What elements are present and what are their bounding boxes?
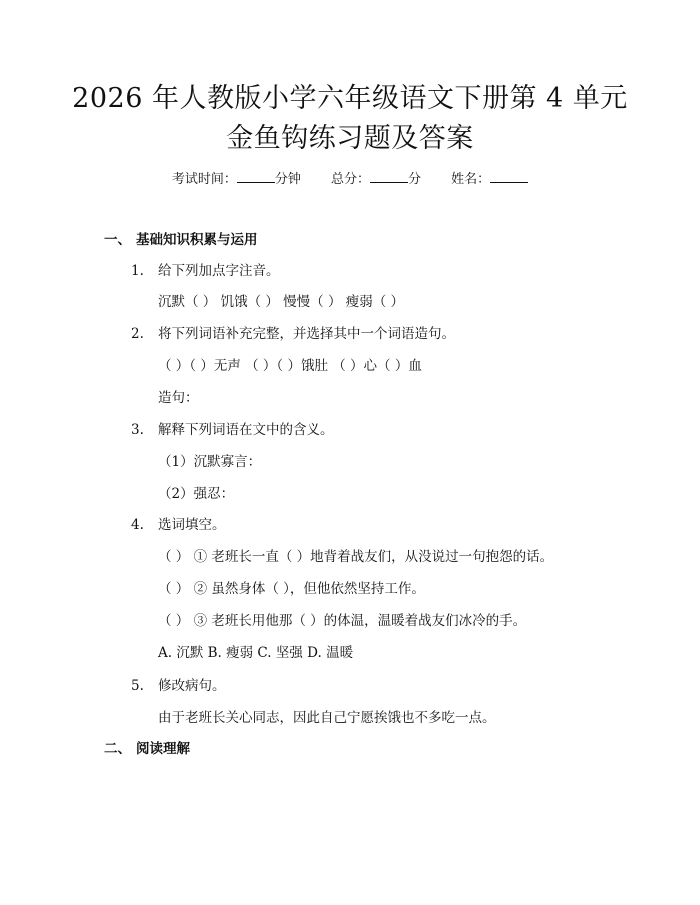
exam-time-blank [237, 170, 275, 183]
question-3-item-2: （2）强忍： [158, 486, 235, 502]
question-2-make-sentence: 造句： [158, 390, 199, 406]
question-4-item-2: （ ） ② 虽然身体（ ），但他依然坚持工作。 [158, 581, 425, 597]
section-number: 二、 [104, 741, 131, 757]
exam-info [0, 170, 700, 189]
question-text-4: 选词填空。 [158, 517, 226, 533]
question-4-options: A. 沉默 B. 瘦弱 C. 坚强 D. 温暖 [158, 645, 354, 661]
question-5-sentence: 由于老班长关心同志，因此自己宁愿挨饿也不多吃一点。 [158, 710, 496, 726]
exam-time [172, 170, 301, 189]
section-heading-2 [104, 740, 190, 758]
question-4-item-1: （ ） ① 老班长一直（ ）地背着战友们，从没说过一句抱怨的话。 [158, 549, 554, 565]
exam-time-unit: 分钟 [274, 172, 301, 187]
exam-score-blank [370, 170, 408, 183]
document-title-line1: 2026 年人教版小学六年级语文下册第 4 单元 [72, 83, 628, 114]
question-number-5: 5. [131, 678, 144, 694]
question-text-1: 给下列加点字注音。 [158, 263, 280, 279]
exam-time-label: 考试时间： [171, 172, 237, 187]
exam-score [331, 170, 421, 189]
question-text-3: 解释下列词语在文中的含义。 [158, 422, 334, 438]
question-text-5: 修改病句。 [158, 678, 226, 694]
exam-score-label: 总分： [330, 172, 370, 187]
exam-name-label: 姓名： [451, 172, 491, 187]
question-number-4: 4. [131, 517, 144, 533]
question-text-2: 将下列词语补充完整，并选择其中一个词语造句。 [158, 326, 455, 342]
section-title: 阅读理解 [136, 741, 190, 757]
question-number-3: 3. [131, 422, 144, 438]
question-4-item-3: （ ） ③ 老班长用他那（ ）的体温，温暖着战友们冰冷的手。 [158, 613, 527, 629]
question-number-1: 1. [131, 263, 144, 279]
question-3-item-1: （1）沉默寡言： [158, 454, 262, 470]
section-title: 基础知识积累与运用 [136, 232, 258, 248]
document-title-line2: 金鱼钩练习题及答案 [226, 123, 474, 154]
section-heading-1 [104, 231, 258, 249]
section-number: 一、 [104, 232, 131, 248]
exam-name-blank [490, 170, 528, 183]
exam-score-unit: 分 [408, 172, 422, 187]
question-2-items: （ ）（ ）无声 （ ）（ ）饿肚 （ ）心（ ）血 [158, 358, 422, 374]
question-number-2: 2. [131, 326, 144, 342]
question-1-items: 沉默（ ） 饥饿（ ） 慢慢（ ） 瘦弱（ ） [158, 294, 405, 310]
exam-name [451, 170, 528, 189]
